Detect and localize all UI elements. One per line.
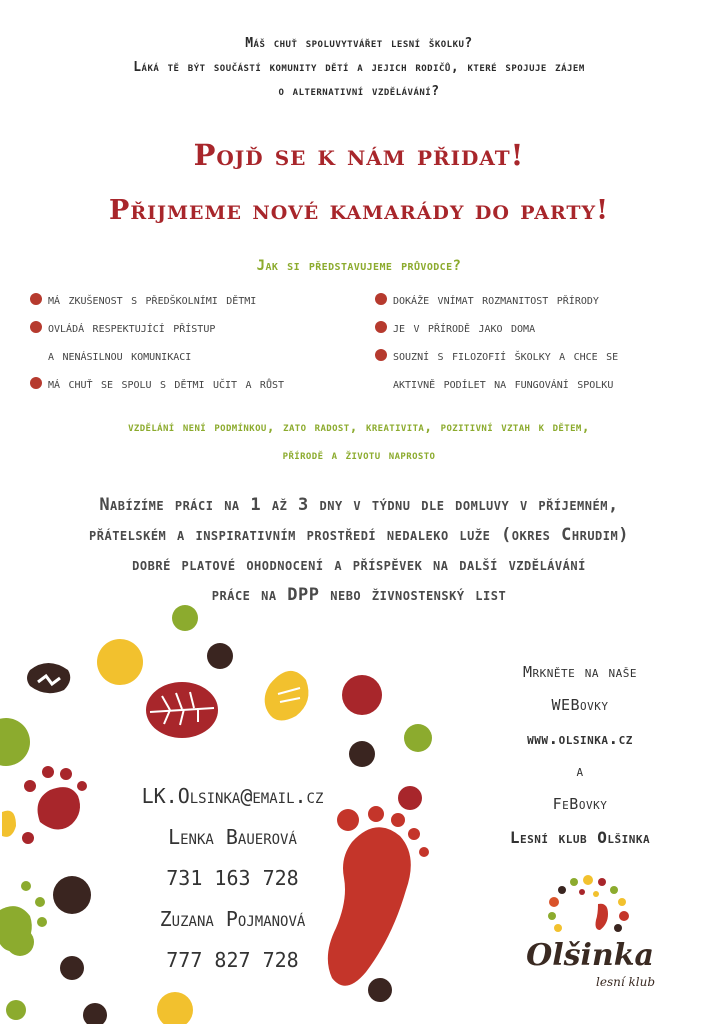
list-item: má zkušenost s předškolními dětmi [30, 286, 284, 314]
guides-question: Jak si představujeme průvodce? [256, 258, 462, 274]
intro-line-1: Máš chuť spoluvytvářet lesní školku? [245, 36, 473, 51]
logo-subtitle: lesní klub [596, 975, 655, 989]
facebook-link[interactable]: Lesní klub Olšinka [509, 828, 651, 847]
list-item: souzní s filozofií školky a chce se [375, 342, 618, 370]
leaf-yellow [265, 671, 309, 721]
bullet-icon [30, 321, 42, 333]
dot-brown [349, 741, 375, 767]
web-line-2: WEBovky [551, 696, 609, 714]
list-item: a nenásilnou komunikaci [48, 348, 192, 364]
contact-name-2: Zuzana Pojmanová [159, 907, 306, 931]
dot-green [6, 1000, 26, 1020]
web-line-1: Mrkněte na naše [522, 663, 638, 681]
guides-right-list [375, 286, 618, 398]
requirements-text [0, 414, 718, 470]
requirements-line-1: vzdělání není podmínkou, zato radost, kreativita, pozitivní vztah k dětem, [128, 420, 590, 435]
dot-red [342, 675, 382, 715]
web-block [460, 656, 700, 854]
bullet-icon [375, 349, 387, 361]
dot-red [398, 786, 422, 810]
handprint-red [38, 787, 80, 829]
intro-text [0, 32, 718, 104]
contact-phone-2[interactable]: 777 827 728 [166, 948, 299, 972]
list-item: má chuť se spolu s dětmi učit a růst [30, 370, 284, 398]
dot-brown [53, 876, 91, 914]
dot-brown [207, 643, 233, 669]
dot-brown [60, 956, 84, 980]
offer-line-2: přátelském a inspirativním prostředí nedaleko luže (okres Chrudim) [89, 525, 629, 545]
headline-2: Přijmeme nové kamarády do party! [109, 195, 609, 226]
dot-green [172, 605, 198, 631]
intro-line-3: o alternativní vzdělávání? [278, 84, 440, 99]
contact-name-1: Lenka Bauerová [168, 825, 297, 849]
list-item: je v přírodě jako doma [375, 314, 618, 342]
dot-brown [368, 978, 392, 1002]
list-item: dokáže vnímat rozmanitost přírody [375, 286, 618, 314]
bullet-icon [30, 293, 42, 305]
dot-brown [83, 1003, 107, 1024]
dot-yellow [97, 639, 143, 685]
web-line-4: FeBovky [552, 795, 608, 813]
website-link[interactable]: www.olsinka.cz [527, 729, 633, 748]
bullet-icon [375, 293, 387, 305]
contact-email[interactable]: LK.Olsinka@email.cz [141, 784, 324, 808]
contact-block [100, 776, 365, 981]
dot-green [0, 718, 30, 766]
offer-line-1: Nabízíme práci na 1 až 3 dny v týdnu dle domluvy v příjemném, [99, 495, 619, 515]
bullet-icon [30, 377, 42, 389]
offer-line-3: dobré platové ohodnocení a příspěvek na další vzdělávání [132, 555, 586, 575]
intro-line-2: Láká tě být součástí komunity dětí a jejich rodičů, které spojuje zájem [133, 60, 585, 75]
bullet-icon [375, 321, 387, 333]
contact-phone-1[interactable]: 731 163 728 [166, 866, 299, 890]
requirements-line-2: přírodě a životu naprosto [282, 448, 436, 463]
list-item: ovládá respektující přístup [30, 314, 284, 342]
dot-green [404, 724, 432, 752]
logo-name: Olšinka [526, 938, 654, 973]
headline-1: Pojď se k nám přidat! [193, 138, 525, 172]
offer-line-4: práce na DPP nebo živnostenský list [211, 585, 507, 605]
guides-left-list [30, 286, 284, 398]
web-and: a [576, 762, 584, 780]
dot-yellow [157, 992, 193, 1024]
list-item: aktivně podílet na fungování spolku [393, 376, 614, 392]
